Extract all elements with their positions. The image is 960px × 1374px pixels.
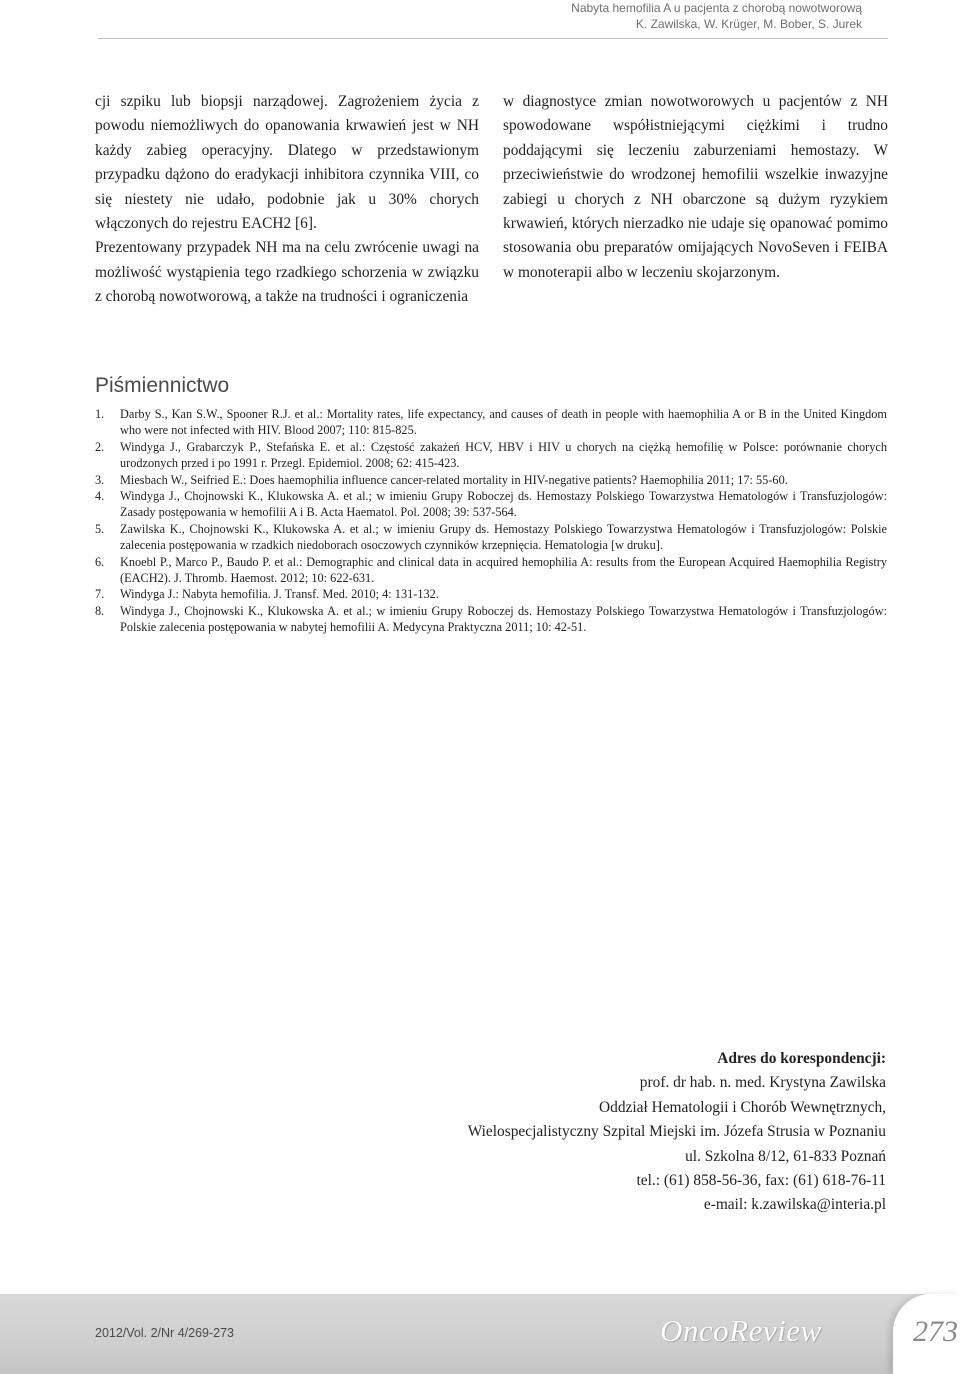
reference-item — [95, 554, 887, 587]
reference-text: Zawilska K., Chojnowski K., Klukowska A. et al.; w imieniu Grupy ds. Hemostazy Polskiego Towarzystwa Hematologów i Transfuzjologów: Polskie zalecenia postępowania w rzadkich niedoborach osoczowych czynników krzepnięcia. Hematologia [w druku]. — [120, 521, 887, 553]
reference-number: 3. — [95, 472, 105, 487]
correspondence-street: ul. Szkolna 8/12, 61-833 Poznań — [685, 1147, 886, 1165]
references-list — [95, 406, 887, 636]
correspondence-hospital: Wielospecjalistyczny Szpital Miejski im. Józefa Strusia w Poznaniu — [467, 1123, 886, 1141]
reference-number: 1. — [95, 407, 105, 421]
body-column-right — [503, 90, 888, 285]
footer-citation: 2012/Vol. 2/Nr 4/269-273 — [95, 1326, 234, 1340]
running-head-title: Nabyta hemofilia A u pacjenta z chorobą nowotworową — [571, 1, 862, 15]
reference-item — [95, 488, 887, 521]
reference-text: Knoebl P., Marco P., Baudo P. et al.: Demographic and clinical data in acquired hemophilia A: results from the European Acquired Haemophilia Registry (EACH2). J. Thromb. Haemost. 2012; 10: 622-631. — [120, 554, 887, 586]
reference-item — [95, 521, 887, 554]
reference-text: Windyga J.: Nabyta hemofilia. J. Transf. Med. 2010; 4: 131-132. — [120, 587, 439, 602]
header-rule — [98, 38, 888, 39]
reference-item — [95, 439, 887, 472]
reference-text: Miesbach W., Seifried E.: Does haemophilia influence cancer-related mortality in HIV-negative patients? Haemophilia 2011; 17: 55-60. — [120, 472, 788, 487]
correspondence-phone: tel.: (61) 858-56-36, fax: (61) 618-76-11 — [636, 1172, 886, 1190]
body-paragraph: Prezentowany przypadek NH ma na celu zwrócenie uwagi na możliwość wystąpienia tego rzadkiego schorzenia w związku z chorobą nowotworową, a także na trudności i ograniczenia — [95, 239, 479, 306]
references-heading: Piśmiennictwo — [95, 374, 230, 397]
reference-number: 6. — [95, 554, 105, 569]
correspondence-department: Oddział Hematologii i Chorób Wewnętrznych, — [599, 1098, 886, 1116]
journal-logo: OncoReview — [660, 1313, 822, 1348]
body-paragraph: w diagnostyce zmian nowotworowych u pacjentów z NH spowodowane współistniejącymi ciężkimi i trudno poddającymi się leczeniu zaburzeniami hemostazy. W przeciwieństwie do wrodzonej hemofilii wszelkie inwazyjne zabiegi u chorych z NH obarczone są dużym ryzykiem krwawień, których nierzadko nie udaje się opanować pomimo stosowania obu preparatów omijających NovoSeven i FEIBA w monoterapii albo w leczeniu skojarzonym. — [503, 93, 888, 281]
correspondence-name: prof. dr hab. n. med. Krystyna Zawilska — [639, 1074, 886, 1092]
reference-number: 4. — [95, 489, 105, 504]
reference-number: 7. — [95, 587, 105, 602]
page-number: 273 — [913, 1315, 958, 1348]
body-paragraph: cji szpiku lub biopsji narządowej. Zagrożeniem życia z powodu niemożliwych do opanowania krwawień jest w NH każdy zabieg operacyjny. Dlatego w przedstawionym przypadku dążono do eradykacji inhibitora czynnika VIII, co się niestety nie udało, podobnie jak u 30% chorych włączonych do rejestru EACH2 [6]. — [95, 93, 479, 233]
reference-item — [95, 472, 887, 488]
reference-number: 8. — [95, 603, 105, 618]
body-column-left — [95, 90, 479, 310]
reference-text: Windyga J., Chojnowski K., Klukowska A. et al.; w imieniu Grupy Roboczej ds. Hemostazy Polskiego Towarzystwa Hematologów i Transfuzjologów: Polskie zalecenia postępowania w nabytej hemofilii A. Medycyna Praktyczna 2011; 10: 42-51. — [120, 603, 887, 635]
reference-text: Windyga J., Chojnowski K., Klukowska A. et al.; w imieniu Grupy Roboczej ds. Hemostazy Polskiego Towarzystwa Hematologów i Transfuzjologów: Zasady postępowania w hemofilii A i B. Acta Haematol. Pol. 2008; 39: 537-564. — [120, 489, 887, 520]
running-head — [442, 0, 862, 32]
reference-item — [95, 406, 887, 439]
reference-item — [95, 603, 887, 636]
running-head-authors: K. Zawilska, W. Krüger, M. Bober, S. Jurek — [635, 17, 862, 31]
correspondence-address — [406, 1047, 886, 1218]
reference-number: 5. — [95, 521, 105, 536]
correspondence-label: Adres do korespondencji: — [717, 1050, 886, 1067]
correspondence-email: e-mail: k.zawilska@interia.pl — [703, 1196, 886, 1214]
reference-item — [95, 586, 887, 602]
reference-number: 2. — [95, 439, 105, 454]
reference-text: Windyga J., Grabarczyk P., Stefańska E. et al.: Częstość zakażeń HCV, HBV i HIV u chorych na ciężką hemofilię w Polsce: porównanie chorych urodzonych przed i po 1991 r. Przegl. Epidemiol. 2008; 62: 415-423. — [120, 439, 887, 471]
reference-text: Darby S., Kan S.W., Spooner R.J. et al.: Mortality rates, life expectancy, and causes of death in people with haemophilia A or B in the United Kingdom who were not infected with HIV. Blood 2007; 110: 815-825. — [120, 407, 887, 438]
